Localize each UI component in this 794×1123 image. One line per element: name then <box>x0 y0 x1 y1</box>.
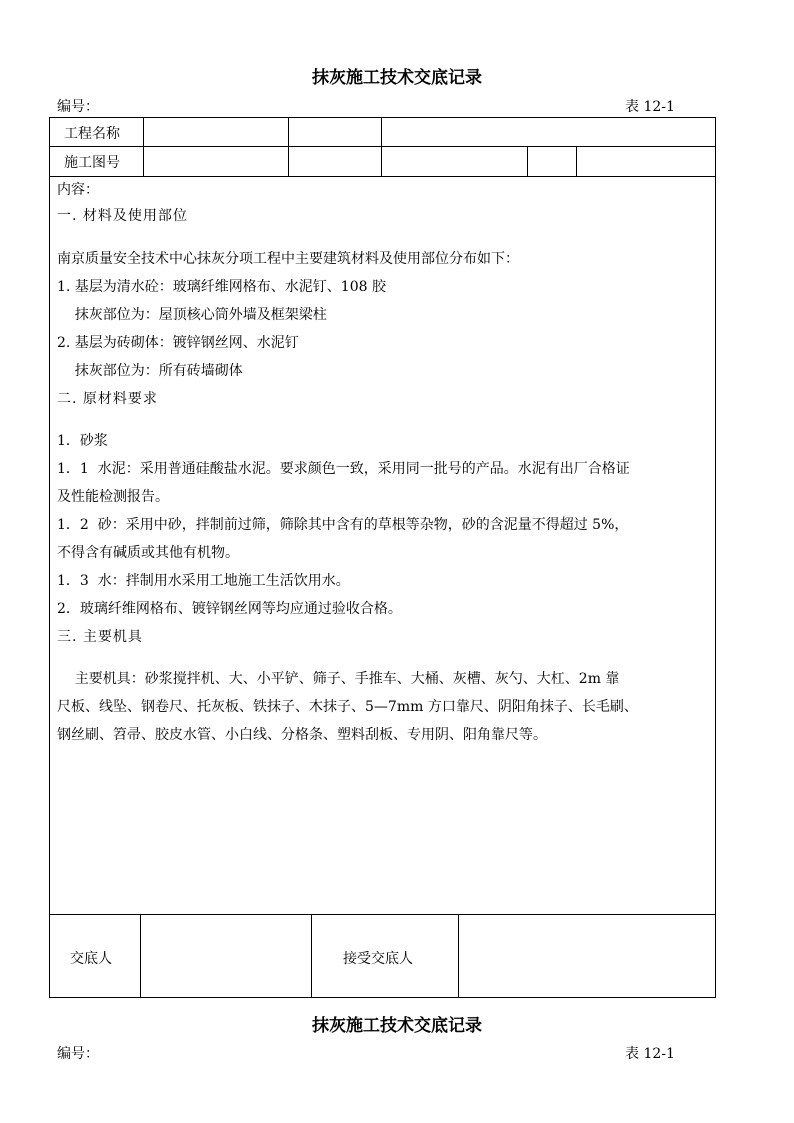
section-2-line: 1．砂浆 <box>57 433 108 449</box>
drawing-number-label: 施工图号 <box>64 155 120 171</box>
section-2-line: 1．3 水：拌制用水采用工地施工生活饮用水。 <box>57 573 350 589</box>
section-1-line: 抹灰部位为：屋顶核心筒外墙及框架梁柱 <box>57 307 327 323</box>
section-2-heading: 二. 原材料要求 <box>57 391 158 407</box>
receiver-label: 接受交底人 <box>343 951 413 967</box>
section-2-line: 2．玻璃纤维网格布、镀锌钢丝网等均应通过验收合格。 <box>57 601 402 617</box>
section-1-line: 1. 基层为清水砼：玻璃纤维网格布、水泥钉、108 胶 <box>57 279 386 295</box>
section-2-line: 1．1 水泥：采用普通硅酸盐水泥。要求颜色一致，采用同一批号的产品。水泥有出厂合格证 <box>57 461 630 477</box>
section-2-line: 不得含有碱质或其他有机物。 <box>57 545 239 561</box>
document-title: 抹灰施工技术交底记录 <box>312 68 482 88</box>
repeat-table-number: 表 12-1 <box>625 1046 675 1062</box>
section-2-line: 及性能检测报告。 <box>57 489 169 505</box>
project-name-label: 工程名称 <box>64 126 120 142</box>
repeat-serial-label: 编号： <box>57 1046 99 1062</box>
section-2-line: 1．2 砂：采用中砂，拌制前过筛，筛除其中含有的草根等杂物，砂的含泥量不得超过 5%， <box>57 517 629 533</box>
section-3-line: 钢丝刷、笤帚、胶皮水管、小白线、分格条、塑料刮板、专用阴、阳角靠尺等。 <box>57 727 547 743</box>
section-1-line: 2. 基层为砖砌体：镀锌钢丝网、水泥钉 <box>57 335 299 351</box>
discloser-label: 交底人 <box>70 951 112 967</box>
table-number: 表 12-1 <box>625 99 675 115</box>
content-label: 内容： <box>57 182 99 198</box>
repeat-document-title: 抹灰施工技术交底记录 <box>312 1016 482 1036</box>
section-1-line: 南京质量安全技术中心抹灰分项工程中主要建筑材料及使用部位分布如下： <box>57 251 519 267</box>
section-1-line: 抹灰部位为：所有砖墙砌体 <box>57 363 243 379</box>
section-3-line: 尺板、线坠、钢卷尺、托灰板、铁抹子、木抹子、5—7mm 方口靠尺、阴阳角抹子、长毛刷、 <box>57 699 638 715</box>
section-3-line: 主要机具：砂浆搅拌机、大、小平铲、筛子、手推车、大桶、灰槽、灰勺、大杠、2m 靠 <box>57 671 620 687</box>
section-3-heading: 三. 主要机具 <box>57 629 143 645</box>
serial-label: 编号： <box>57 99 99 115</box>
section-1-heading: 一. 材料及使用部位 <box>57 208 188 224</box>
